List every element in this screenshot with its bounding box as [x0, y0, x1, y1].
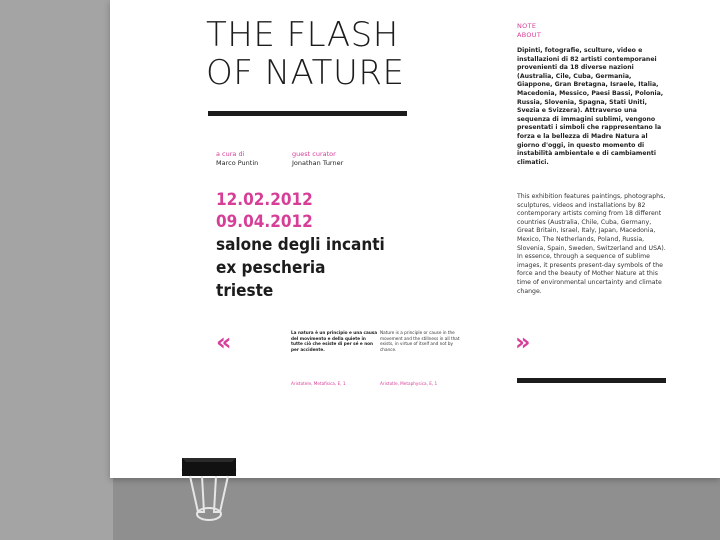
title-line-2: OF NATURE: [206, 53, 405, 93]
note-english-text: This exhibition features paintings, photographs, sculptures, videos and installations by 82 contemporary artists coming from 18 different countries (Australia, Chile, Cuba, Germany, Great Britain, Israel, Italy, Japan, Macedonia, Mexico, The Netherlands, Poland, Russia, Slovenia, Spain, Sweden, Switzerland and USA). In essence, through a sequence of sublime images, it presents present-day symbols of the force and the beauty of Mother Nature at this time of environmental uncertainty and climate change.: [517, 193, 666, 295]
start-date: 12.02.2012: [216, 190, 313, 210]
venue-line-1: salone degli incanti: [216, 235, 385, 255]
guest-curator-role: guest curator: [292, 150, 336, 158]
quote-english: Nature is a principle or cause in the movement and the stillness in all that exists, in virtue of itself and not by chance.: [380, 330, 460, 352]
end-date: 09.04.2012: [216, 212, 313, 232]
venue-line-3: trieste: [216, 281, 274, 301]
venue-line-2: ex pescheria: [216, 258, 326, 278]
binder-clip-icon: [178, 450, 240, 532]
note-italian-text: Dipinti, fotografie, sculture, video e installazioni di 82 artisti contemporanei provenienti da 18 diverse nazioni (Australia, Cile, Cuba, Germania, Giappone, Gran Bretagna, Israele, Italia, Macedonia, Messico, Paesi Bassi, Polonia, Russia, Slovenia, Spagna, Stati Uniti, Svezia e Svizzera). Attraverso una sequenza di immagini sublimi, vengono presentati i simboli che rappresentano la forza e la bellezza di Madre Natura al giorno d'oggi, in questo momento di instabilità ambientale e di cambiamenti climatici.: [517, 47, 664, 166]
guest-curator-name: Jonathan Turner: [292, 159, 344, 167]
left-arrow-icon: «: [216, 328, 229, 356]
quote-english-source: Aristotle, Metaphysica, E, 1: [380, 381, 438, 386]
right-arrow-icon: »: [515, 328, 528, 356]
note-subheading: ABOUT: [517, 31, 542, 39]
curator-role: a cura di: [216, 150, 245, 158]
poster: [110, 0, 720, 478]
side-rule: [517, 378, 666, 383]
poster-title: [206, 16, 404, 92]
title-line-1: THE FLASH: [206, 15, 399, 55]
quote-italian: La natura è un principio e una causa del movimento e della quiete in tutte ciò che esiste di per sé e non per accidente.: [291, 330, 378, 352]
title-rule: [208, 111, 407, 116]
curator-name: Marco Puntin: [216, 159, 259, 167]
quote-italian-source: Aristotele, Metafisica, E, 1: [291, 381, 346, 386]
note-heading: NOTE: [517, 22, 537, 30]
